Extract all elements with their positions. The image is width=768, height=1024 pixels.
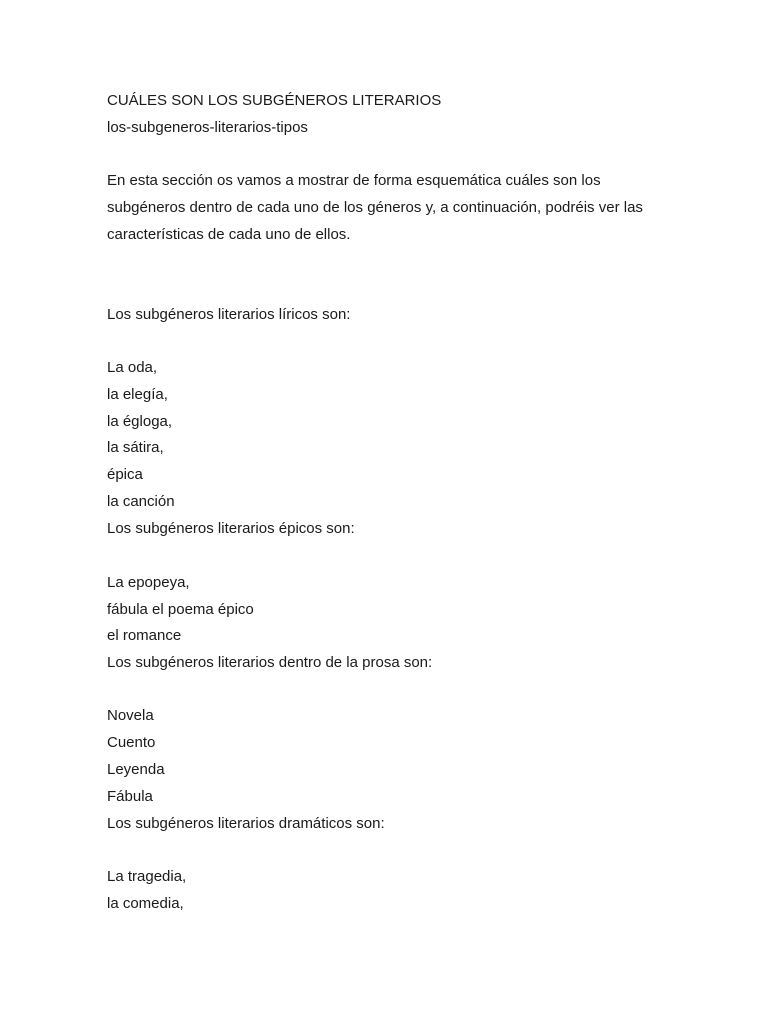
list-item: La epopeya, — [107, 574, 190, 591]
list-item: La oda, — [107, 359, 158, 376]
list-item: la égloga, — [107, 413, 173, 430]
list-item: la canción — [107, 493, 175, 510]
list-item: la comedia, — [107, 895, 184, 912]
list-item: Novela — [107, 707, 154, 724]
list-item: la sátira, — [107, 439, 164, 456]
list-item: fábula el poema épico — [107, 601, 254, 618]
list-item: el romance — [107, 627, 182, 644]
epic-heading: Los subgéneros literarios épicos son: — [107, 520, 355, 537]
prose-heading: Los subgéneros literarios dentro de la prosa son: — [107, 654, 433, 671]
list-item: La tragedia, — [107, 868, 187, 885]
intro-line-2: subgéneros dentro de cada uno de los géneros y, a continuación, podréis ver las — [107, 199, 643, 216]
lyric-heading: Los subgéneros literarios líricos son: — [107, 306, 351, 323]
list-item: Fábula — [107, 788, 153, 805]
list-item: Leyenda — [107, 761, 165, 778]
document-slug: los-subgeneros-literarios-tipos — [107, 119, 308, 136]
list-item: la elegía, — [107, 386, 168, 403]
intro-line-3: características de cada uno de ellos. — [107, 226, 351, 243]
list-item: épica — [107, 466, 143, 483]
dramatic-heading: Los subgéneros literarios dramáticos son: — [107, 815, 385, 832]
intro-line-1: En esta sección os vamos a mostrar de forma esquemática cuáles son los — [107, 172, 601, 189]
list-item: Cuento — [107, 734, 156, 751]
document-title: CUÁLES SON LOS SUBGÉNEROS LITERARIOS — [107, 92, 442, 109]
